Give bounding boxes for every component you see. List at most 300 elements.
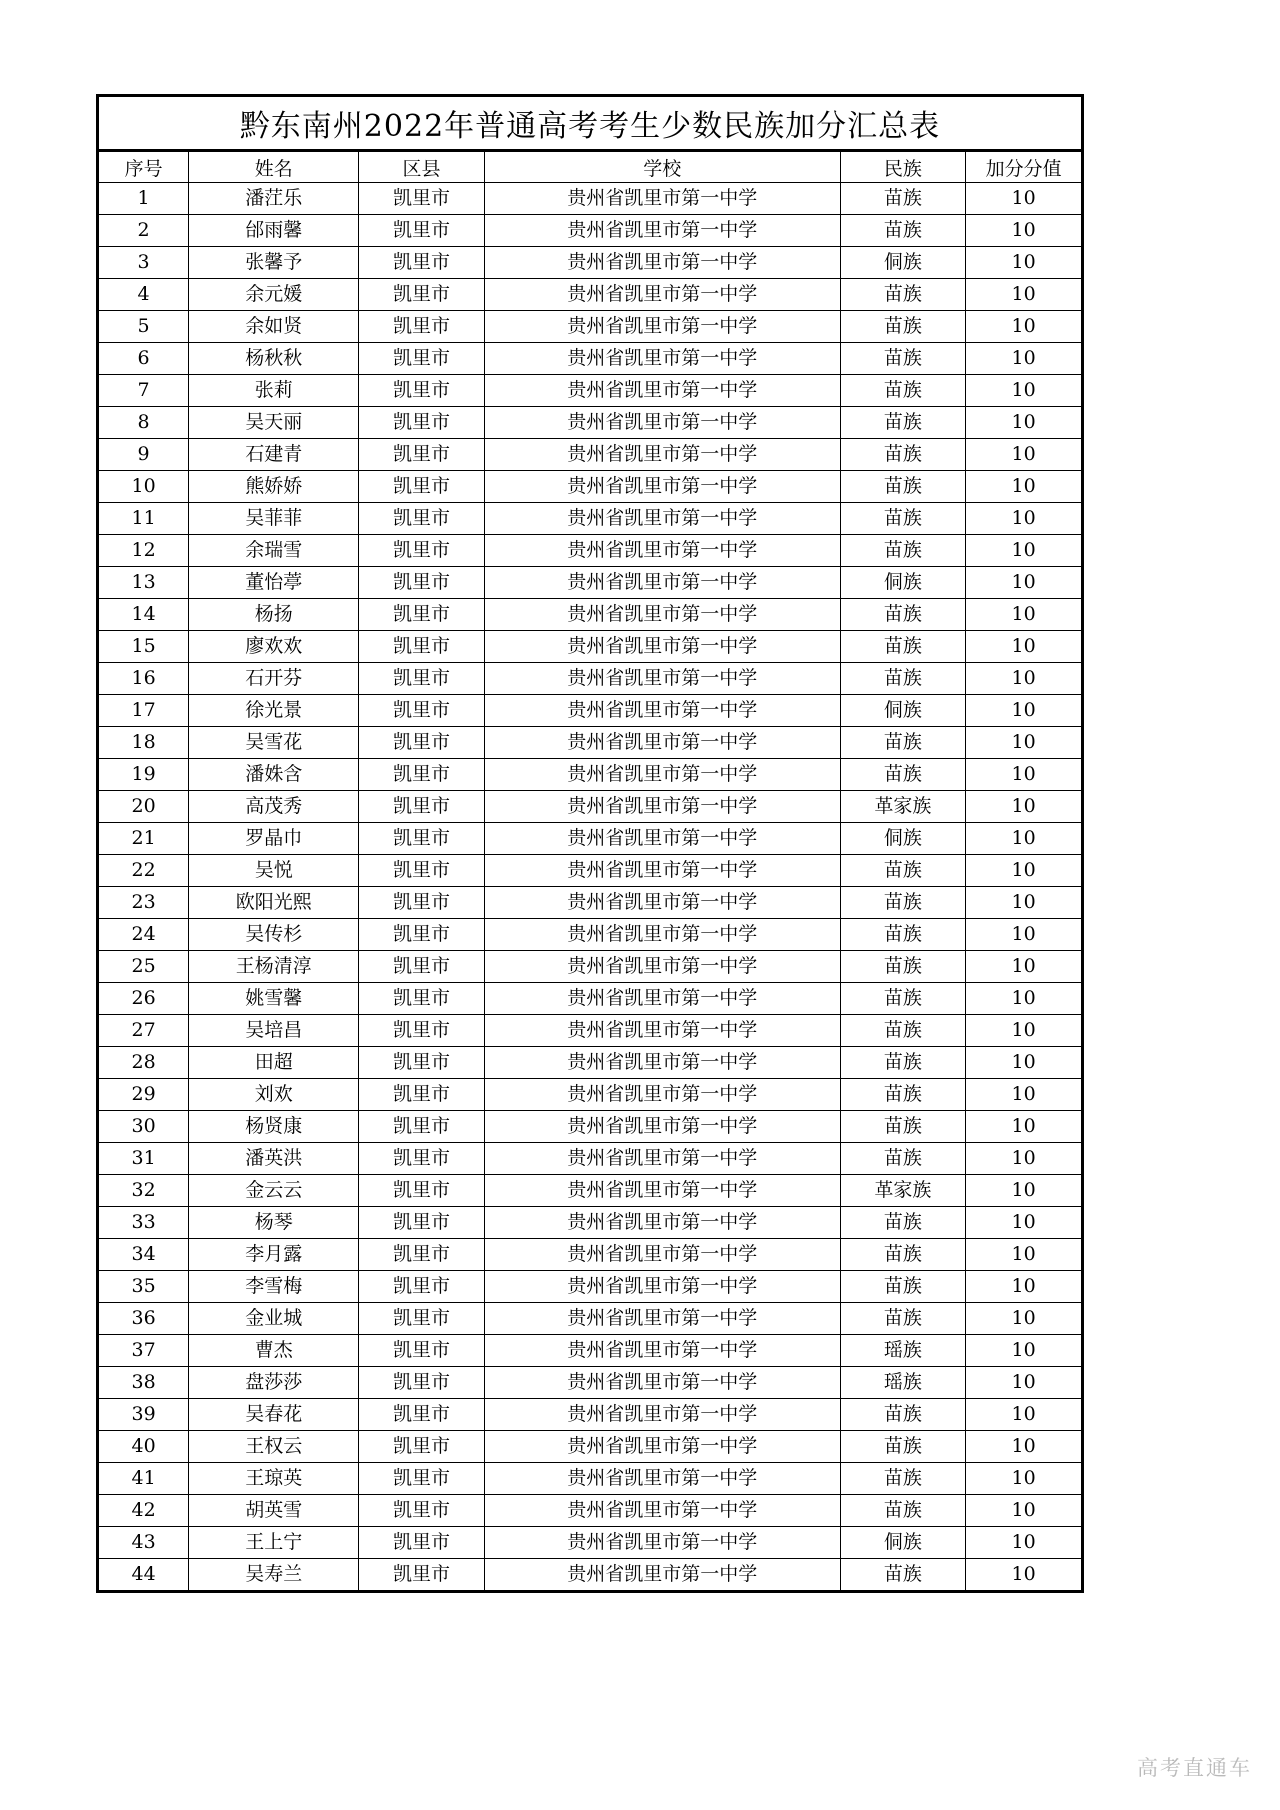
cell-score: 10 xyxy=(966,343,1083,375)
cell-score: 10 xyxy=(966,855,1083,887)
cell-index: 7 xyxy=(98,375,189,407)
cell-ethnicity: 瑶族 xyxy=(840,1335,966,1367)
cell-district: 凯里市 xyxy=(359,1463,485,1495)
column-header-index: 序号 xyxy=(98,151,189,183)
cell-index: 3 xyxy=(98,247,189,279)
cell-score: 10 xyxy=(966,631,1083,663)
cell-score: 10 xyxy=(966,247,1083,279)
cell-district: 凯里市 xyxy=(359,183,485,215)
cell-index: 1 xyxy=(98,183,189,215)
cell-score: 10 xyxy=(966,951,1083,983)
cell-school: 贵州省凯里市第一中学 xyxy=(484,1335,840,1367)
cell-district: 凯里市 xyxy=(359,407,485,439)
cell-score: 10 xyxy=(966,983,1083,1015)
cell-school: 贵州省凯里市第一中学 xyxy=(484,919,840,951)
cell-school: 贵州省凯里市第一中学 xyxy=(484,1079,840,1111)
table-row xyxy=(98,855,1083,887)
cell-district: 凯里市 xyxy=(359,919,485,951)
cell-score: 10 xyxy=(966,1367,1083,1399)
cell-ethnicity: 瑶族 xyxy=(840,1367,966,1399)
cell-district: 凯里市 xyxy=(359,791,485,823)
cell-school: 贵州省凯里市第一中学 xyxy=(484,1559,840,1592)
cell-school: 贵州省凯里市第一中学 xyxy=(484,791,840,823)
table-row xyxy=(98,439,1083,471)
table-row xyxy=(98,279,1083,311)
cell-ethnicity: 苗族 xyxy=(840,471,966,503)
cell-school: 贵州省凯里市第一中学 xyxy=(484,599,840,631)
cell-name: 金云云 xyxy=(189,1175,359,1207)
cell-score: 10 xyxy=(966,823,1083,855)
cell-district: 凯里市 xyxy=(359,1143,485,1175)
title-row xyxy=(98,96,1083,151)
cell-name: 刘欢 xyxy=(189,1079,359,1111)
column-header-name: 姓名 xyxy=(189,151,359,183)
cell-score: 10 xyxy=(966,439,1083,471)
cell-school: 贵州省凯里市第一中学 xyxy=(484,1399,840,1431)
cell-ethnicity: 苗族 xyxy=(840,919,966,951)
cell-ethnicity: 苗族 xyxy=(840,503,966,535)
cell-school: 贵州省凯里市第一中学 xyxy=(484,663,840,695)
cell-school: 贵州省凯里市第一中学 xyxy=(484,1015,840,1047)
table-row xyxy=(98,663,1083,695)
table-row xyxy=(98,823,1083,855)
cell-score: 10 xyxy=(966,183,1083,215)
cell-name: 金业城 xyxy=(189,1303,359,1335)
column-header-score: 加分分值 xyxy=(966,151,1083,183)
cell-index: 19 xyxy=(98,759,189,791)
cell-school: 贵州省凯里市第一中学 xyxy=(484,695,840,727)
cell-ethnicity: 革家族 xyxy=(840,791,966,823)
table-row xyxy=(98,343,1083,375)
cell-ethnicity: 苗族 xyxy=(840,1495,966,1527)
table-row xyxy=(98,215,1083,247)
cell-index: 27 xyxy=(98,1015,189,1047)
cell-index: 6 xyxy=(98,343,189,375)
cell-district: 凯里市 xyxy=(359,599,485,631)
cell-name: 杨贤康 xyxy=(189,1111,359,1143)
cell-name: 熊娇娇 xyxy=(189,471,359,503)
cell-school: 贵州省凯里市第一中学 xyxy=(484,1463,840,1495)
cell-school: 贵州省凯里市第一中学 xyxy=(484,1367,840,1399)
cell-ethnicity: 苗族 xyxy=(840,1559,966,1592)
cell-ethnicity: 苗族 xyxy=(840,1079,966,1111)
cell-score: 10 xyxy=(966,791,1083,823)
cell-score: 10 xyxy=(966,1335,1083,1367)
cell-name: 余元媛 xyxy=(189,279,359,311)
cell-score: 10 xyxy=(966,375,1083,407)
cell-name: 潘姝含 xyxy=(189,759,359,791)
cell-ethnicity: 苗族 xyxy=(840,759,966,791)
cell-ethnicity: 苗族 xyxy=(840,983,966,1015)
cell-district: 凯里市 xyxy=(359,311,485,343)
cell-index: 30 xyxy=(98,1111,189,1143)
cell-score: 10 xyxy=(966,1271,1083,1303)
table-row xyxy=(98,1527,1083,1559)
table-row xyxy=(98,311,1083,343)
cell-name: 潘茳乐 xyxy=(189,183,359,215)
cell-district: 凯里市 xyxy=(359,727,485,759)
cell-district: 凯里市 xyxy=(359,471,485,503)
cell-district: 凯里市 xyxy=(359,1207,485,1239)
cell-district: 凯里市 xyxy=(359,887,485,919)
cell-name: 廖欢欢 xyxy=(189,631,359,663)
cell-district: 凯里市 xyxy=(359,215,485,247)
cell-score: 10 xyxy=(966,1143,1083,1175)
cell-index: 5 xyxy=(98,311,189,343)
cell-ethnicity: 苗族 xyxy=(840,407,966,439)
cell-score: 10 xyxy=(966,567,1083,599)
cell-score: 10 xyxy=(966,663,1083,695)
cell-ethnicity: 苗族 xyxy=(840,727,966,759)
cell-school: 贵州省凯里市第一中学 xyxy=(484,1527,840,1559)
cell-district: 凯里市 xyxy=(359,695,485,727)
cell-ethnicity: 侗族 xyxy=(840,247,966,279)
page-watermark: 高考直通车 xyxy=(1137,1756,1252,1780)
cell-score: 10 xyxy=(966,1431,1083,1463)
cell-index: 12 xyxy=(98,535,189,567)
cell-name: 吴菲菲 xyxy=(189,503,359,535)
cell-district: 凯里市 xyxy=(359,1399,485,1431)
cell-score: 10 xyxy=(966,759,1083,791)
cell-ethnicity: 革家族 xyxy=(840,1175,966,1207)
cell-school: 贵州省凯里市第一中学 xyxy=(484,343,840,375)
cell-district: 凯里市 xyxy=(359,1303,485,1335)
table-row xyxy=(98,535,1083,567)
cell-score: 10 xyxy=(966,1463,1083,1495)
table-row xyxy=(98,599,1083,631)
cell-index: 39 xyxy=(98,1399,189,1431)
cell-school: 贵州省凯里市第一中学 xyxy=(484,631,840,663)
table-row xyxy=(98,1111,1083,1143)
table-row xyxy=(98,1175,1083,1207)
cell-score: 10 xyxy=(966,599,1083,631)
table-row xyxy=(98,567,1083,599)
table-row xyxy=(98,1399,1083,1431)
cell-district: 凯里市 xyxy=(359,279,485,311)
cell-name: 胡英雪 xyxy=(189,1495,359,1527)
cell-name: 高茂秀 xyxy=(189,791,359,823)
cell-school: 贵州省凯里市第一中学 xyxy=(484,1111,840,1143)
cell-school: 贵州省凯里市第一中学 xyxy=(484,1303,840,1335)
cell-score: 10 xyxy=(966,1303,1083,1335)
cell-school: 贵州省凯里市第一中学 xyxy=(484,183,840,215)
cell-district: 凯里市 xyxy=(359,535,485,567)
cell-index: 18 xyxy=(98,727,189,759)
cell-school: 贵州省凯里市第一中学 xyxy=(484,759,840,791)
cell-ethnicity: 侗族 xyxy=(840,1527,966,1559)
cell-district: 凯里市 xyxy=(359,247,485,279)
cell-index: 43 xyxy=(98,1527,189,1559)
table-row xyxy=(98,1463,1083,1495)
cell-ethnicity: 侗族 xyxy=(840,823,966,855)
cell-school: 贵州省凯里市第一中学 xyxy=(484,407,840,439)
cell-score: 10 xyxy=(966,1079,1083,1111)
table-row xyxy=(98,183,1083,215)
cell-school: 贵州省凯里市第一中学 xyxy=(484,1239,840,1271)
cell-school: 贵州省凯里市第一中学 xyxy=(484,951,840,983)
cell-index: 34 xyxy=(98,1239,189,1271)
cell-district: 凯里市 xyxy=(359,951,485,983)
cell-index: 23 xyxy=(98,887,189,919)
cell-score: 10 xyxy=(966,215,1083,247)
cell-ethnicity: 苗族 xyxy=(840,1047,966,1079)
table-row xyxy=(98,951,1083,983)
cell-name: 姚雪馨 xyxy=(189,983,359,1015)
cell-school: 贵州省凯里市第一中学 xyxy=(484,1207,840,1239)
table-row xyxy=(98,1303,1083,1335)
cell-ethnicity: 苗族 xyxy=(840,1207,966,1239)
cell-index: 35 xyxy=(98,1271,189,1303)
cell-ethnicity: 苗族 xyxy=(840,855,966,887)
cell-index: 31 xyxy=(98,1143,189,1175)
cell-ethnicity: 苗族 xyxy=(840,375,966,407)
cell-district: 凯里市 xyxy=(359,567,485,599)
cell-district: 凯里市 xyxy=(359,439,485,471)
table-row xyxy=(98,1495,1083,1527)
cell-index: 44 xyxy=(98,1559,189,1592)
cell-name: 吴悦 xyxy=(189,855,359,887)
cell-index: 40 xyxy=(98,1431,189,1463)
cell-district: 凯里市 xyxy=(359,1495,485,1527)
cell-name: 吴雪花 xyxy=(189,727,359,759)
cell-score: 10 xyxy=(966,1111,1083,1143)
table-row xyxy=(98,1207,1083,1239)
table-row xyxy=(98,407,1083,439)
cell-school: 贵州省凯里市第一中学 xyxy=(484,215,840,247)
cell-ethnicity: 苗族 xyxy=(840,1431,966,1463)
cell-score: 10 xyxy=(966,1495,1083,1527)
cell-score: 10 xyxy=(966,407,1083,439)
cell-name: 欧阳光熙 xyxy=(189,887,359,919)
cell-school: 贵州省凯里市第一中学 xyxy=(484,535,840,567)
cell-district: 凯里市 xyxy=(359,503,485,535)
cell-name: 张馨予 xyxy=(189,247,359,279)
cell-name: 徐光景 xyxy=(189,695,359,727)
table-row xyxy=(98,1271,1083,1303)
cell-name: 吴春花 xyxy=(189,1399,359,1431)
cell-ethnicity: 苗族 xyxy=(840,1143,966,1175)
cell-ethnicity: 苗族 xyxy=(840,663,966,695)
cell-school: 贵州省凯里市第一中学 xyxy=(484,1047,840,1079)
cell-district: 凯里市 xyxy=(359,663,485,695)
cell-school: 贵州省凯里市第一中学 xyxy=(484,503,840,535)
cell-index: 33 xyxy=(98,1207,189,1239)
cell-name: 石建青 xyxy=(189,439,359,471)
table-row xyxy=(98,1367,1083,1399)
cell-ethnicity: 侗族 xyxy=(840,695,966,727)
table-row xyxy=(98,631,1083,663)
cell-score: 10 xyxy=(966,1207,1083,1239)
cell-ethnicity: 苗族 xyxy=(840,631,966,663)
cell-district: 凯里市 xyxy=(359,1559,485,1592)
cell-score: 10 xyxy=(966,1399,1083,1431)
cell-school: 贵州省凯里市第一中学 xyxy=(484,855,840,887)
table-row xyxy=(98,759,1083,791)
cell-school: 贵州省凯里市第一中学 xyxy=(484,471,840,503)
cell-name: 杨秋秋 xyxy=(189,343,359,375)
cell-index: 16 xyxy=(98,663,189,695)
cell-district: 凯里市 xyxy=(359,855,485,887)
column-header-district: 区县 xyxy=(359,151,485,183)
table-row xyxy=(98,1335,1083,1367)
cell-ethnicity: 苗族 xyxy=(840,1271,966,1303)
cell-score: 10 xyxy=(966,503,1083,535)
cell-score: 10 xyxy=(966,311,1083,343)
cell-name: 杨琴 xyxy=(189,1207,359,1239)
cell-ethnicity: 苗族 xyxy=(840,887,966,919)
cell-ethnicity: 苗族 xyxy=(840,599,966,631)
cell-index: 20 xyxy=(98,791,189,823)
table-row xyxy=(98,983,1083,1015)
cell-district: 凯里市 xyxy=(359,1367,485,1399)
cell-district: 凯里市 xyxy=(359,1175,485,1207)
cell-school: 贵州省凯里市第一中学 xyxy=(484,279,840,311)
cell-district: 凯里市 xyxy=(359,1047,485,1079)
bonus-points-summary-table xyxy=(96,94,1084,1593)
cell-district: 凯里市 xyxy=(359,1335,485,1367)
cell-school: 贵州省凯里市第一中学 xyxy=(484,1175,840,1207)
cell-school: 贵州省凯里市第一中学 xyxy=(484,1431,840,1463)
cell-index: 24 xyxy=(98,919,189,951)
cell-score: 10 xyxy=(966,279,1083,311)
cell-score: 10 xyxy=(966,1175,1083,1207)
cell-school: 贵州省凯里市第一中学 xyxy=(484,247,840,279)
cell-name: 吴传杉 xyxy=(189,919,359,951)
cell-ethnicity: 苗族 xyxy=(840,343,966,375)
summary-table-container xyxy=(96,94,1084,1593)
cell-index: 25 xyxy=(98,951,189,983)
cell-district: 凯里市 xyxy=(359,631,485,663)
cell-name: 王上宁 xyxy=(189,1527,359,1559)
cell-index: 17 xyxy=(98,695,189,727)
cell-ethnicity: 苗族 xyxy=(840,1015,966,1047)
cell-score: 10 xyxy=(966,727,1083,759)
cell-index: 2 xyxy=(98,215,189,247)
cell-district: 凯里市 xyxy=(359,759,485,791)
cell-name: 张莉 xyxy=(189,375,359,407)
cell-index: 8 xyxy=(98,407,189,439)
table-row xyxy=(98,695,1083,727)
table-row xyxy=(98,727,1083,759)
cell-school: 贵州省凯里市第一中学 xyxy=(484,1271,840,1303)
cell-name: 王权云 xyxy=(189,1431,359,1463)
cell-ethnicity: 苗族 xyxy=(840,1303,966,1335)
cell-ethnicity: 苗族 xyxy=(840,439,966,471)
cell-ethnicity: 苗族 xyxy=(840,1399,966,1431)
table-row xyxy=(98,887,1083,919)
table-row xyxy=(98,791,1083,823)
cell-ethnicity: 苗族 xyxy=(840,535,966,567)
cell-score: 10 xyxy=(966,535,1083,567)
cell-district: 凯里市 xyxy=(359,1111,485,1143)
cell-index: 10 xyxy=(98,471,189,503)
cell-name: 邰雨馨 xyxy=(189,215,359,247)
cell-school: 贵州省凯里市第一中学 xyxy=(484,1143,840,1175)
cell-index: 26 xyxy=(98,983,189,1015)
cell-school: 贵州省凯里市第一中学 xyxy=(484,727,840,759)
column-header-ethnicity: 民族 xyxy=(840,151,966,183)
cell-school: 贵州省凯里市第一中学 xyxy=(484,311,840,343)
cell-name: 石开芬 xyxy=(189,663,359,695)
cell-ethnicity: 苗族 xyxy=(840,1111,966,1143)
cell-school: 贵州省凯里市第一中学 xyxy=(484,823,840,855)
cell-ethnicity: 苗族 xyxy=(840,1463,966,1495)
cell-score: 10 xyxy=(966,1239,1083,1271)
table-row xyxy=(98,503,1083,535)
table-row xyxy=(98,471,1083,503)
cell-name: 王杨清淳 xyxy=(189,951,359,983)
cell-district: 凯里市 xyxy=(359,343,485,375)
cell-score: 10 xyxy=(966,695,1083,727)
cell-name: 田超 xyxy=(189,1047,359,1079)
cell-name: 吴天丽 xyxy=(189,407,359,439)
cell-index: 29 xyxy=(98,1079,189,1111)
cell-index: 37 xyxy=(98,1335,189,1367)
cell-school: 贵州省凯里市第一中学 xyxy=(484,1495,840,1527)
cell-district: 凯里市 xyxy=(359,1079,485,1111)
cell-school: 贵州省凯里市第一中学 xyxy=(484,439,840,471)
table-body xyxy=(98,96,1083,1592)
cell-ethnicity: 苗族 xyxy=(840,311,966,343)
table-row xyxy=(98,1015,1083,1047)
cell-ethnicity: 苗族 xyxy=(840,279,966,311)
cell-name: 余如贤 xyxy=(189,311,359,343)
cell-score: 10 xyxy=(966,1015,1083,1047)
table-row xyxy=(98,1559,1083,1592)
cell-index: 9 xyxy=(98,439,189,471)
cell-index: 4 xyxy=(98,279,189,311)
cell-district: 凯里市 xyxy=(359,375,485,407)
cell-ethnicity: 苗族 xyxy=(840,1239,966,1271)
cell-name: 潘英洪 xyxy=(189,1143,359,1175)
cell-school: 贵州省凯里市第一中学 xyxy=(484,567,840,599)
cell-name: 吴培昌 xyxy=(189,1015,359,1047)
cell-school: 贵州省凯里市第一中学 xyxy=(484,887,840,919)
cell-district: 凯里市 xyxy=(359,1431,485,1463)
cell-name: 李雪梅 xyxy=(189,1271,359,1303)
cell-index: 15 xyxy=(98,631,189,663)
table-row xyxy=(98,375,1083,407)
cell-name: 余瑞雪 xyxy=(189,535,359,567)
cell-index: 13 xyxy=(98,567,189,599)
cell-district: 凯里市 xyxy=(359,1015,485,1047)
cell-district: 凯里市 xyxy=(359,823,485,855)
column-header-school: 学校 xyxy=(484,151,840,183)
table-header-row xyxy=(98,151,1083,183)
cell-index: 21 xyxy=(98,823,189,855)
cell-score: 10 xyxy=(966,1047,1083,1079)
cell-index: 38 xyxy=(98,1367,189,1399)
cell-score: 10 xyxy=(966,887,1083,919)
table-row xyxy=(98,1239,1083,1271)
cell-ethnicity: 苗族 xyxy=(840,215,966,247)
table-row xyxy=(98,1431,1083,1463)
cell-score: 10 xyxy=(966,1527,1083,1559)
cell-score: 10 xyxy=(966,471,1083,503)
table-row xyxy=(98,1079,1083,1111)
cell-district: 凯里市 xyxy=(359,1527,485,1559)
cell-name: 王琼英 xyxy=(189,1463,359,1495)
cell-ethnicity: 苗族 xyxy=(840,183,966,215)
table-row xyxy=(98,1143,1083,1175)
cell-index: 28 xyxy=(98,1047,189,1079)
cell-name: 吴寿兰 xyxy=(189,1559,359,1592)
cell-name: 曹杰 xyxy=(189,1335,359,1367)
cell-index: 22 xyxy=(98,855,189,887)
cell-index: 11 xyxy=(98,503,189,535)
cell-ethnicity: 苗族 xyxy=(840,951,966,983)
table-row xyxy=(98,919,1083,951)
